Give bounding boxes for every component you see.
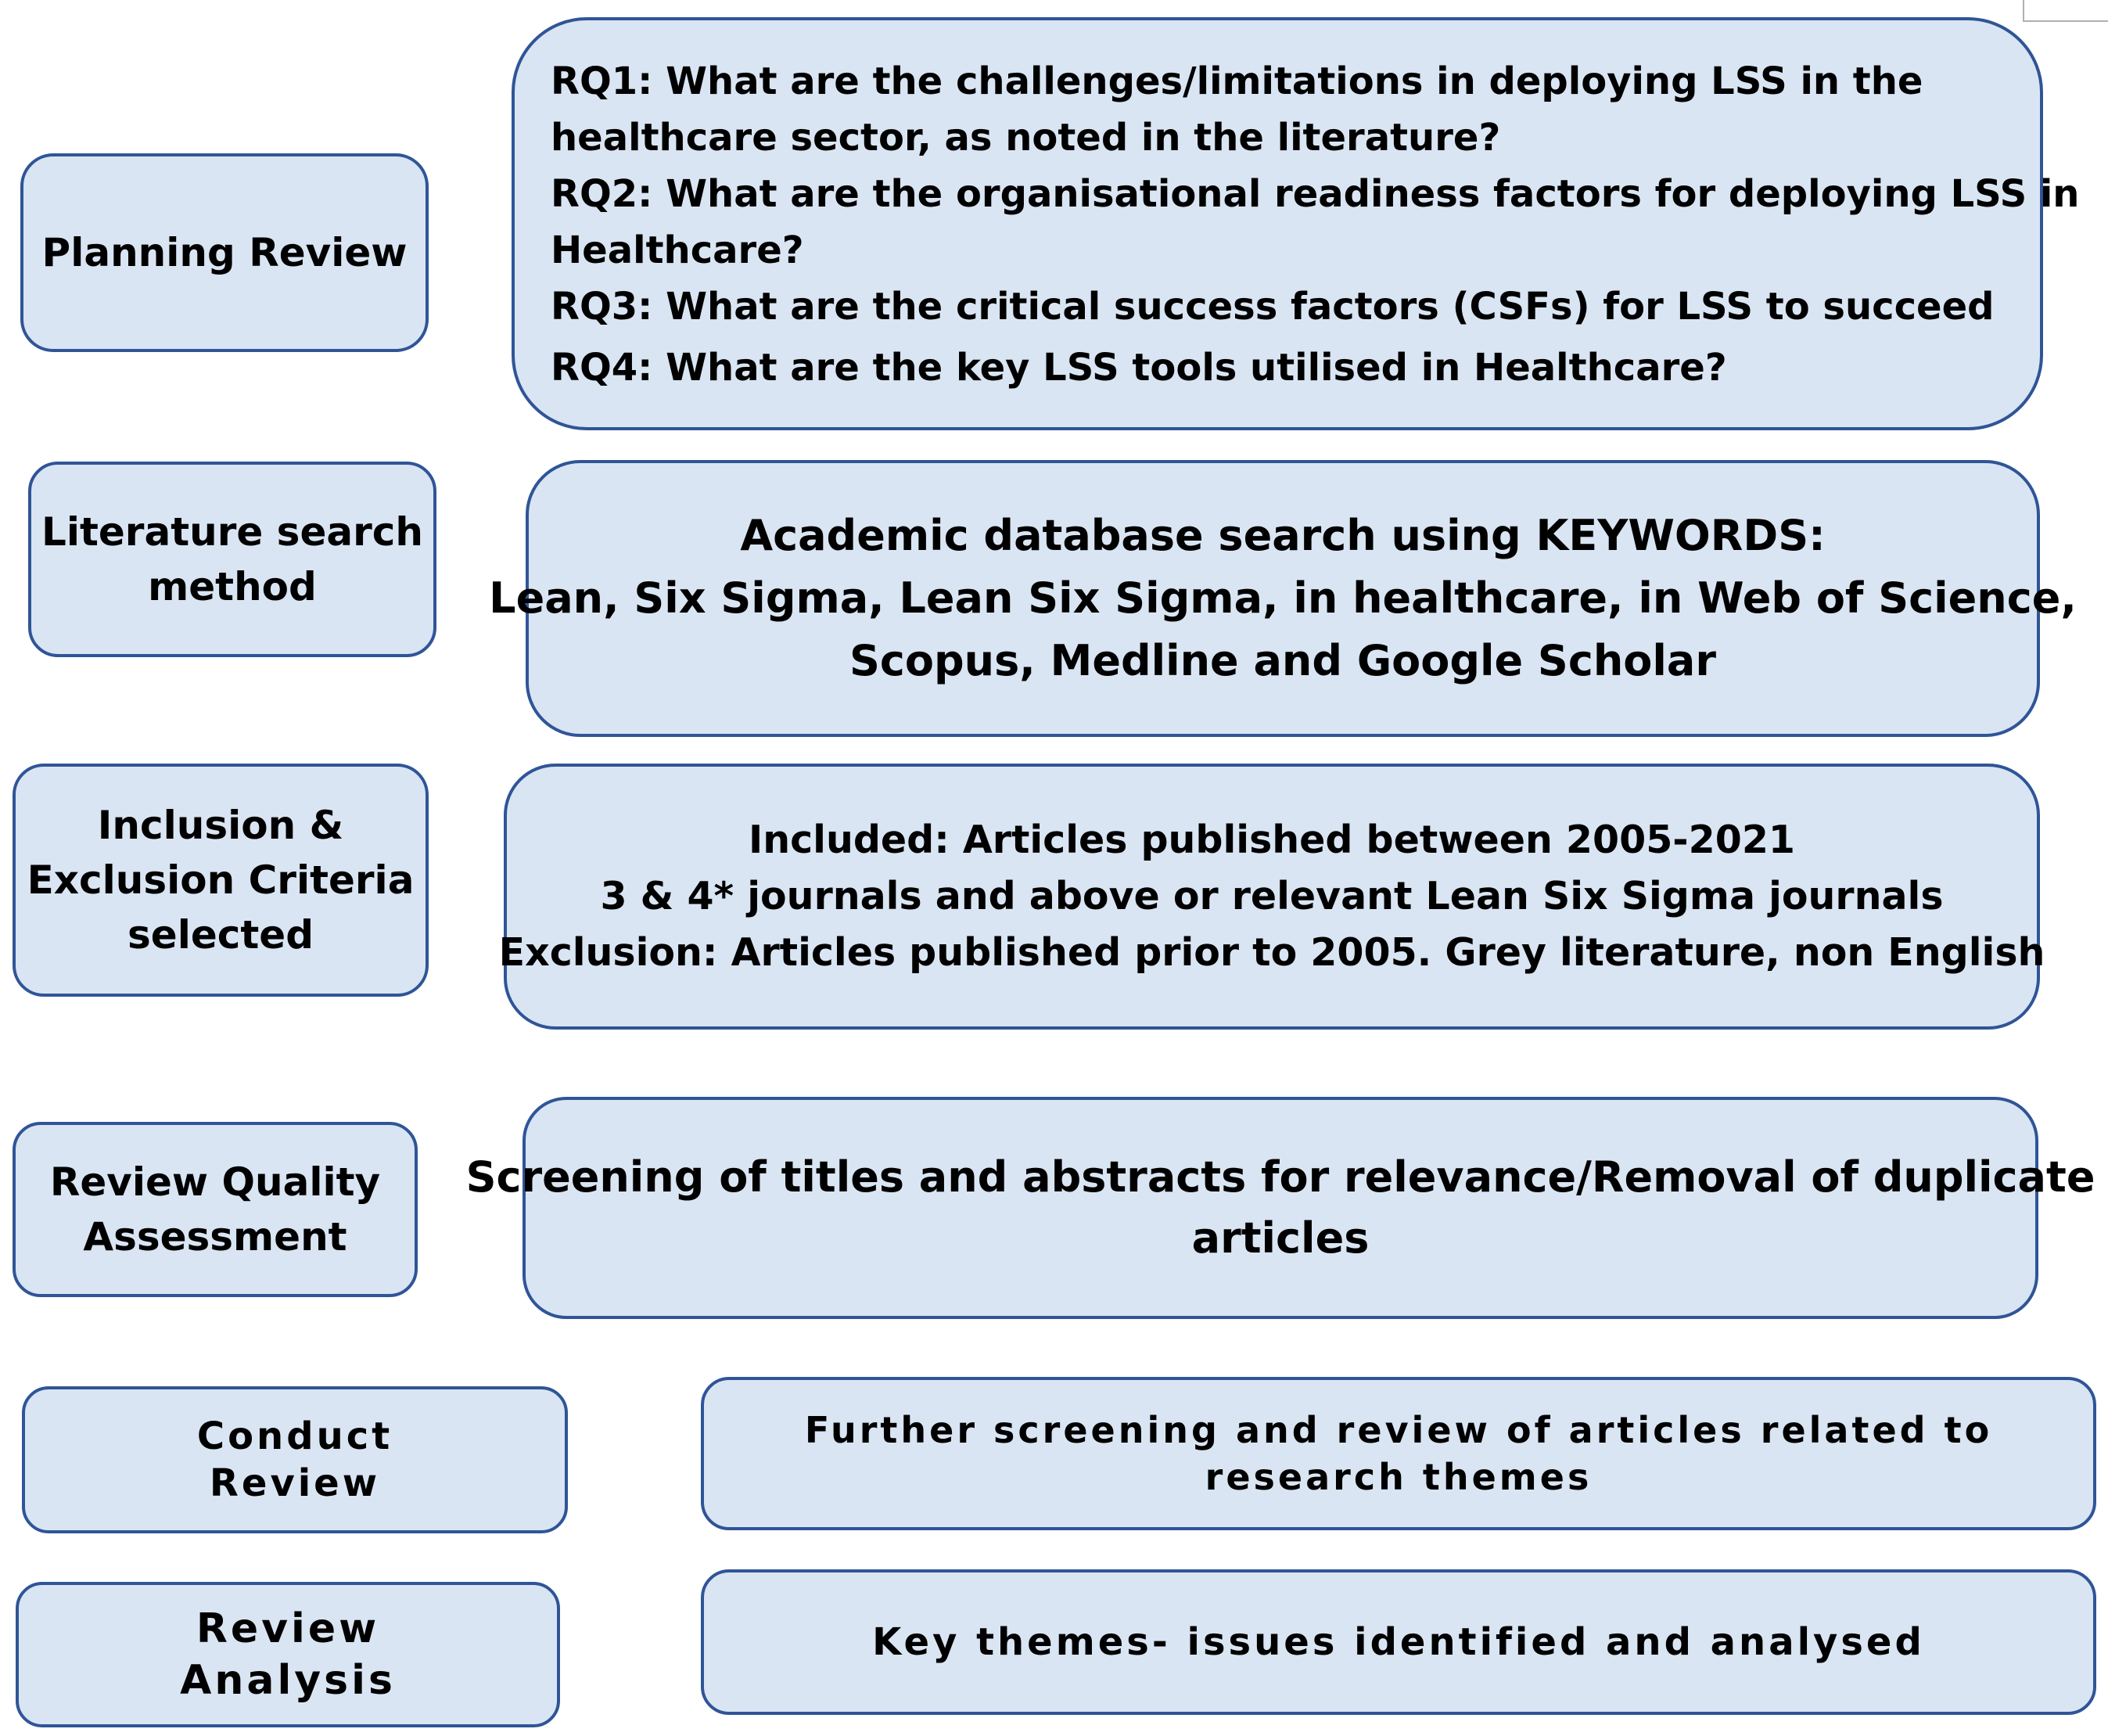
stage-box-quality-assessment [13, 1122, 418, 1297]
rq4-line: RQ4: What are the key LSS tools utilised in Healthcare? [551, 346, 1727, 390]
research-questions-text [551, 53, 2079, 396]
stage-box-conduct-review [22, 1386, 568, 1533]
detail-line: Further screening and review of articles related to [804, 1409, 1993, 1451]
stage-label-line: Inclusion & [97, 803, 344, 848]
stage-label-line: Analysis [180, 1657, 396, 1704]
rq1-line-2: healthcare sector, as noted in the literature? [551, 116, 1501, 160]
stage-label-line: Assessment [83, 1214, 347, 1260]
rq3-line: RQ3: What are the critical success factors (CSFs) for LSS to succeed [551, 285, 1995, 329]
stage-box-inclusion-exclusion [13, 764, 429, 997]
stage-label [180, 1603, 396, 1706]
stage-label-line: Conduct [196, 1414, 393, 1458]
stage-box-review-analysis [16, 1582, 560, 1727]
detail-line: Academic database search using KEYWORDS: [740, 511, 1826, 560]
stage-label-line: Literature search [41, 509, 423, 555]
detail-box-database-search [489, 460, 2077, 737]
detail-text [489, 505, 2077, 692]
detail-line: Key themes- issues identified and analysed [872, 1620, 1925, 1664]
stage-label [197, 1413, 393, 1507]
detail-line: Scopus, Medline and Google Scholar [849, 636, 1716, 685]
detail-text [872, 1618, 1925, 1666]
detail-line: articles [1191, 1213, 1370, 1263]
stage-box-planning-review [20, 153, 429, 352]
stage-label [27, 798, 415, 962]
stage-label [42, 225, 408, 280]
stage-label-line: Exclusion Criteria [27, 857, 415, 903]
detail-line: Included: Articles published between 2005-2021 [748, 818, 1796, 862]
detail-line: research themes [1205, 1456, 1593, 1498]
detail-box-screening [465, 1097, 2095, 1319]
detail-line: Lean, Six Sigma, Lean Six Sigma, in healthcare, in Web of Science, [489, 573, 2077, 623]
stage-label [41, 505, 423, 614]
detail-line: 3 & 4* journals and above or relevant Lean Six Sigma journals [600, 874, 1944, 918]
stage-label-line: Review [196, 1605, 380, 1652]
stage-box-literature-search [28, 462, 436, 657]
stage-label-line: Review Quality [49, 1159, 381, 1205]
corner-mark [2023, 0, 2108, 22]
stage-label-line: selected [127, 912, 314, 958]
rq2-line-2: Healthcare? [551, 228, 804, 272]
detail-box-key-themes [701, 1569, 2096, 1715]
detail-box-research-questions [512, 17, 2080, 430]
detail-line: Exclusion: Articles published prior to 2005. Grey literature, non English [498, 930, 2045, 975]
stage-label-line: Planning Review [41, 230, 408, 275]
stage-label [50, 1155, 380, 1264]
rq1-line-1: RQ1: What are the challenges/limitations in deploying LSS in the [551, 59, 1923, 103]
stage-label-line: method [148, 564, 317, 609]
rq2-line-1: RQ2: What are the organisational readiness factors for deploying LSS in [551, 172, 2080, 216]
detail-text [805, 1407, 1992, 1501]
detail-text [499, 812, 2045, 981]
detail-text [466, 1147, 2095, 1269]
detail-box-criteria [498, 764, 2045, 1030]
detail-line: Screening of titles and abstracts for relevance/Removal of duplicate [465, 1152, 2095, 1202]
detail-box-further-screening [701, 1377, 2096, 1530]
stage-label-line: Review [209, 1461, 381, 1505]
